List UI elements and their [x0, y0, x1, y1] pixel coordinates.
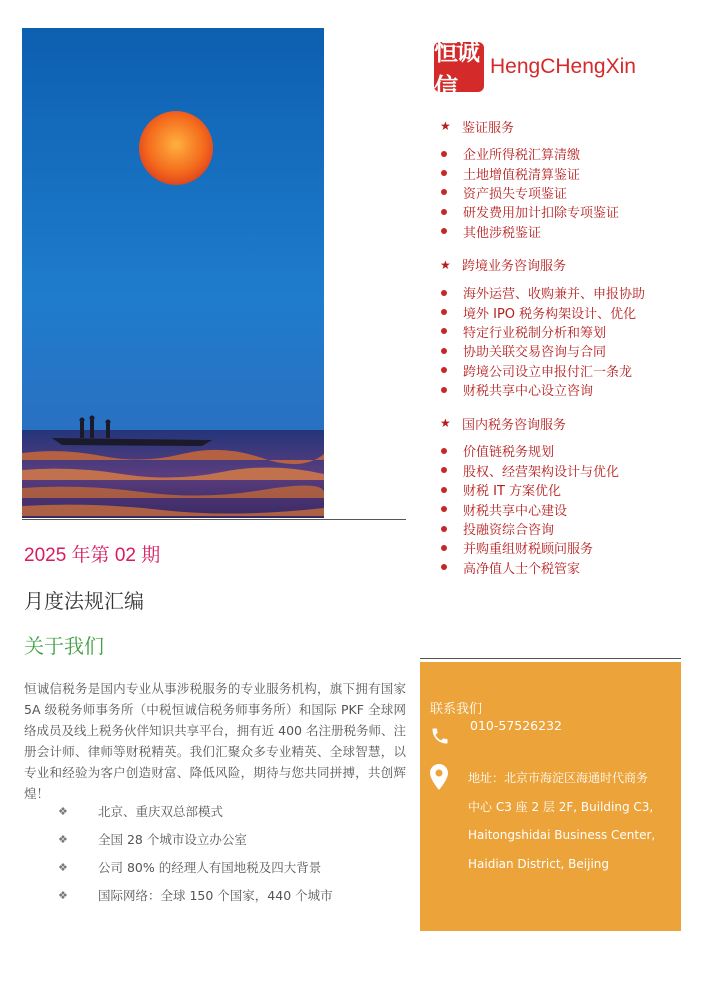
bullet-dot-icon — [441, 189, 447, 195]
list-item: 土地增值税清算鉴证 — [440, 163, 690, 182]
list-item: 财税 IT 方案优化 — [440, 480, 690, 499]
feature-list — [58, 797, 408, 909]
bullet-dot-icon — [441, 448, 447, 454]
contact-heading: 联系我们 — [430, 702, 483, 717]
list-item: ❖ 公司 80% 的经理人有国地税及四大背景 — [58, 860, 322, 875]
bullet-dot-icon — [441, 309, 447, 315]
bullet-dot-icon — [441, 387, 447, 393]
bullet-dot-icon — [441, 487, 447, 493]
phone-number[interactable]: 010-57526232 — [470, 718, 562, 733]
bullet-dot-icon — [441, 348, 447, 354]
services-list — [440, 116, 690, 591]
bullet-dot-icon — [441, 367, 447, 373]
bullet-dot-icon — [441, 545, 447, 551]
bullet-dot-icon — [441, 506, 447, 512]
list-item: 企业所得税汇算清缴 — [440, 144, 690, 163]
list-item: 投融资综合咨询 — [440, 519, 690, 538]
list-item: ❖ 北京、重庆双总部模式 — [58, 804, 224, 819]
about-heading: 关于我们 — [24, 634, 104, 658]
divider — [22, 519, 406, 520]
diamond-bullet-icon: ❖ — [58, 860, 68, 874]
sun — [139, 111, 213, 185]
service-group-heading: ★ 跨境业务咨询服务 — [440, 257, 567, 275]
phone-icon — [430, 726, 450, 746]
about-paragraph: 恒诚信税务是国内专业从事涉税服务的专业服务机构，旗下拥有国家 5A 级税务师事务所（中税恒诚信税务师事务所）和国际 PKF 全球网络成员及线上税务伙伴知识共享平台，拥有近 400 名注册税务师、注册会计师、律师等财税精英。我们汇聚众多专业精英、全球智慧，以专业和经验为客户创造财富、降低风险，期待与您共同拼搏，共创辉煌！ — [24, 681, 406, 801]
list-item: ❖ 全国 28 个城市设立办公室 — [58, 832, 247, 847]
bullet-dot-icon — [441, 328, 447, 334]
diamond-bullet-icon: ❖ — [58, 804, 68, 818]
list-item: 资产损失专项鉴证 — [440, 183, 690, 202]
page-title: 月度法规汇编 — [24, 589, 144, 613]
bullet-dot-icon — [441, 151, 447, 157]
list-item: 价值链税务规划 — [440, 441, 690, 460]
address-row — [430, 764, 655, 878]
service-group-heading: ★ 国内税务咨询服务 — [440, 416, 567, 433]
list-item: 海外运营、收购兼并、申报协助 — [440, 283, 690, 302]
logo-mark: 恒诚信 — [434, 42, 484, 92]
service-group-heading: ★ 鉴证服务 — [440, 119, 515, 136]
star-icon: ★ — [440, 119, 451, 133]
list-item: 财税共享中心建设 — [440, 499, 690, 518]
star-icon: ★ — [440, 416, 451, 431]
list-item: 特定行业税制分析和筹划 — [440, 322, 690, 341]
diamond-bullet-icon: ❖ — [58, 888, 68, 902]
location-pin-icon — [430, 764, 448, 790]
list-item: 股权、经营架构设计与优化 — [440, 461, 690, 480]
contact-box — [420, 662, 681, 931]
service-group — [440, 413, 690, 577]
service-group — [440, 116, 690, 241]
bullet-dot-icon — [441, 526, 447, 532]
phone-row — [430, 718, 562, 746]
list-item: 财税共享中心设立咨询 — [440, 380, 690, 399]
brand-name: HengCHengXin — [490, 55, 636, 78]
list-item: 研发费用加计扣除专项鉴证 — [440, 202, 690, 221]
bullet-dot-icon — [441, 290, 447, 296]
cover-photo — [22, 28, 324, 518]
diamond-bullet-icon: ❖ — [58, 832, 68, 846]
contact-divider — [420, 658, 681, 659]
service-group — [440, 255, 690, 399]
bullet-dot-icon — [441, 564, 447, 570]
list-item: 其他涉税鉴证 — [440, 222, 690, 241]
list-item: 境外 IPO 税务构架设计、优化 — [440, 302, 690, 321]
issue-number: 2025 年第 02 期 — [24, 545, 161, 566]
list-item: ❖ 国际网络：全球 150 个国家，440 个城市 — [58, 888, 333, 903]
list-item: 跨境公司设立申报付汇一条龙 — [440, 361, 690, 380]
list-item: 协助关联交易咨询与合同 — [440, 341, 690, 360]
address-text: 地址：北京市海淀区海通时代商务 中心 C3 座 2 层 2F, Building C3, Haitongshidai Business Center, Haidian District, Beijing — [468, 771, 656, 871]
bullet-dot-icon — [441, 467, 447, 473]
brand-logo — [434, 38, 636, 101]
list-item: 并购重组财税顾问服务 — [440, 538, 690, 557]
bullet-dot-icon — [441, 209, 447, 215]
bullet-dot-icon — [441, 228, 447, 234]
star-icon: ★ — [440, 257, 451, 272]
bullet-dot-icon — [441, 170, 447, 176]
list-item: 高净值人士个税管家 — [440, 558, 690, 577]
